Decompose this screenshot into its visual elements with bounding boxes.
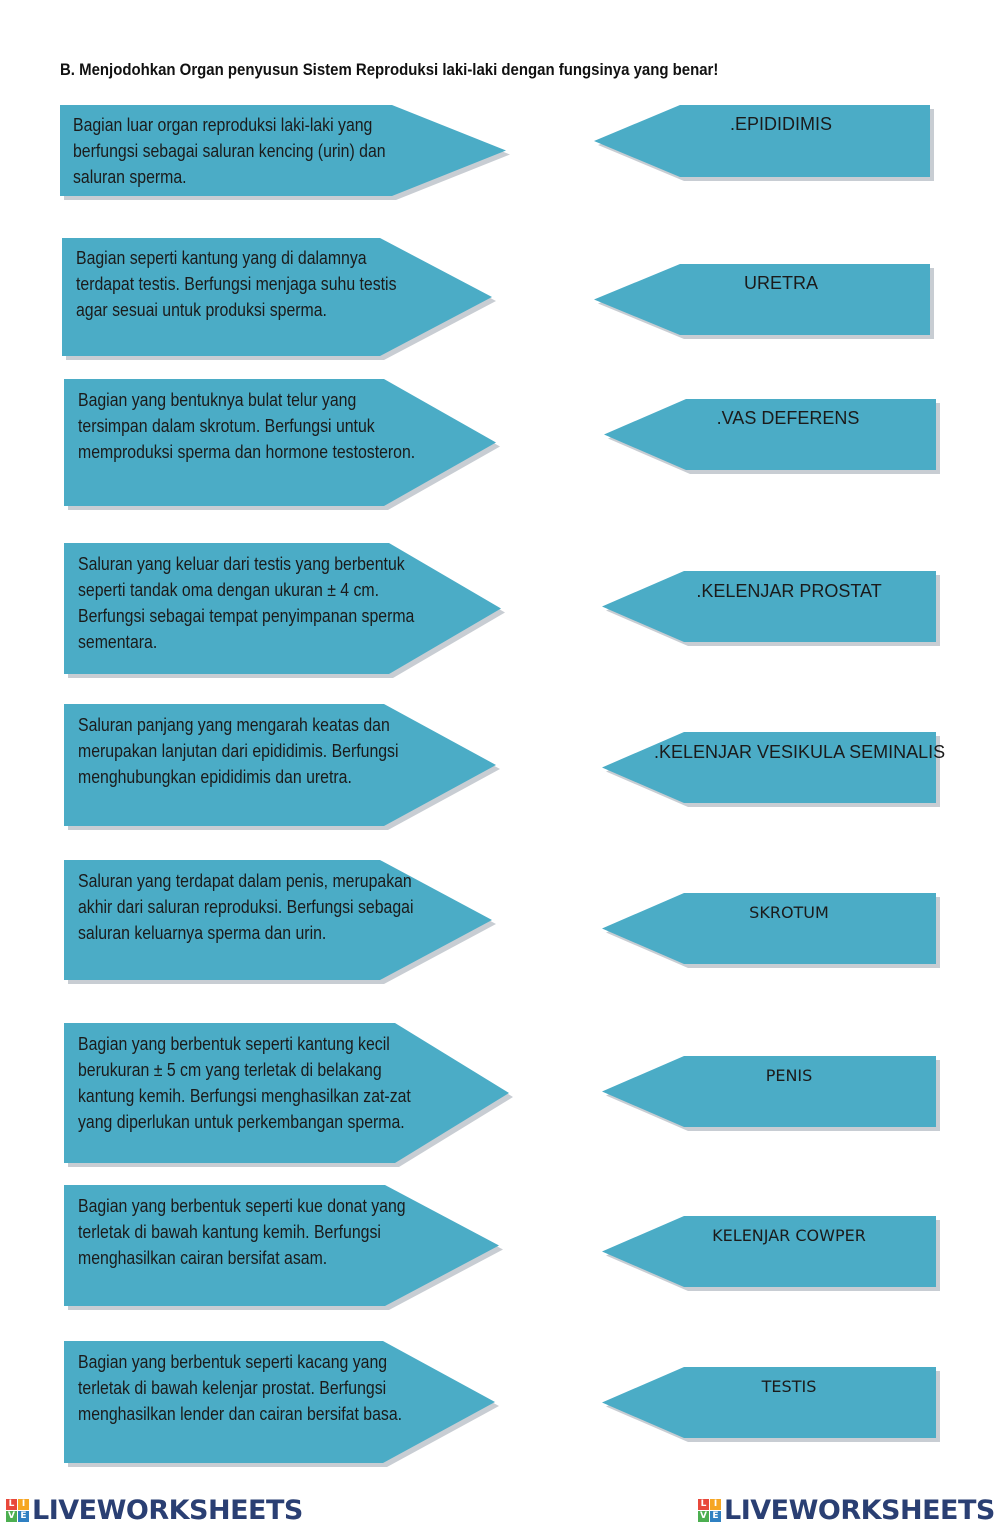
badge-letter: V <box>6 1511 17 1522</box>
badge-letter: L <box>698 1499 709 1510</box>
description-4[interactable] <box>78 551 414 655</box>
description-line: yang diperlukan untuk perkembangan sperma. <box>78 1112 405 1132</box>
description-line: menghasilkan cairan bersifat asam. <box>78 1248 328 1268</box>
worksheet-title: B. Menjodohkan Organ penyusun Sistem Reproduksi laki-laki dengan fungsinya yang benar! <box>60 60 719 79</box>
description-line: Bagian yang bentuknya bulat telur yang <box>78 390 357 410</box>
description-line: Bagian yang berbentuk seperti kacang yang <box>78 1352 388 1372</box>
answer-epididimis[interactable]: .EPIDIDIMIS <box>729 114 832 134</box>
badge-letter: V <box>698 1511 709 1522</box>
answer-penis[interactable]: PENIS <box>765 1066 813 1085</box>
badge-letter: I <box>710 1499 721 1510</box>
badge-letter: L <box>6 1499 17 1510</box>
description-line: Bagian yang berbentuk seperti kue donat yang <box>78 1196 406 1216</box>
description-line: saluran keluarnya sperma dan urin. <box>78 923 327 943</box>
description-line: kantung kemih. Berfungsi menghasilkan zat-zat <box>78 1086 411 1106</box>
answer-vas-deferens[interactable]: .VAS DEFERENS <box>716 408 860 428</box>
description-1[interactable] <box>73 112 386 190</box>
live-badge-icon <box>6 1499 29 1522</box>
description-line: terletak di bawah kantung kemih. Berfungsi <box>78 1222 381 1242</box>
description-line: Saluran yang terdapat dalam penis, merupakan <box>78 871 412 891</box>
description-line: menghasilkan lender dan cairan bersifat basa. <box>78 1404 403 1424</box>
liveworksheets-logo-right <box>698 1494 995 1526</box>
answer-skrotum[interactable]: SKROTUM <box>749 903 829 922</box>
description-6[interactable] <box>78 868 413 946</box>
live-badge-icon <box>698 1499 721 1522</box>
description-3[interactable] <box>78 387 415 465</box>
description-line: sementara. <box>78 632 158 652</box>
answer-uretra[interactable]: URETRA <box>743 273 818 293</box>
description-9[interactable] <box>78 1349 402 1427</box>
answer-testis[interactable]: TESTIS <box>761 1377 817 1396</box>
description-line: memproduksi sperma dan hormone testosteron. <box>78 442 416 462</box>
description-line: Bagian luar organ reproduksi laki-laki yang <box>73 115 373 135</box>
description-line: Saluran panjang yang mengarah keatas dan <box>78 715 390 735</box>
description-line: merupakan lanjutan dari epididimis. Berfungsi <box>78 741 399 761</box>
description-line: akhir dari saluran reproduksi. Berfungsi sebagai <box>78 897 414 917</box>
description-8[interactable] <box>78 1193 406 1271</box>
badge-letter: E <box>710 1511 721 1522</box>
description-2[interactable] <box>76 245 396 323</box>
description-line: berukuran ± 5 cm yang terletak di belakang <box>78 1060 382 1080</box>
description-line: berfungsi sebagai saluran kencing (urin) dan <box>73 141 386 161</box>
description-line: Saluran yang keluar dari testis yang berbentuk <box>78 554 405 574</box>
badge-letter: E <box>18 1511 29 1522</box>
answer-kelenjar-vesikula-seminalis[interactable]: .KELENJAR VESIKULA SEMINALIS <box>654 742 946 762</box>
badge-letter: I <box>18 1499 29 1510</box>
description-line: saluran sperma. <box>73 167 187 187</box>
description-line: terletak di bawah kelenjar prostat. Berfungsi <box>78 1378 387 1398</box>
description-line: agar sesuai untuk produksi sperma. <box>76 300 327 320</box>
description-line: terdapat testis. Berfungsi menjaga suhu testis <box>76 274 397 294</box>
liveworksheets-logo-left <box>6 1494 303 1526</box>
description-line: Bagian seperti kantung yang di dalamnya <box>76 248 367 268</box>
description-line: Berfungsi sebagai tempat penyimpanan sperma <box>78 606 415 626</box>
description-line: tersimpan dalam skrotum. Berfungsi untuk <box>78 416 375 436</box>
logo-text: LIVEWORKSHEETS <box>724 1494 995 1526</box>
description-line: menghubungkan epididimis dan uretra. <box>78 767 352 787</box>
description-5[interactable] <box>78 712 398 790</box>
answer-kelenjar-cowper[interactable]: KELENJAR COWPER <box>712 1226 866 1245</box>
answer-kelenjar-prostat[interactable]: .KELENJAR PROSTAT <box>696 581 882 601</box>
description-line: Bagian yang berbentuk seperti kantung kecil <box>78 1034 390 1054</box>
logo-text: LIVEWORKSHEETS <box>32 1494 303 1526</box>
description-7[interactable] <box>78 1031 411 1135</box>
description-line: seperti tandak oma dengan ukuran ± 4 cm. <box>78 580 380 600</box>
